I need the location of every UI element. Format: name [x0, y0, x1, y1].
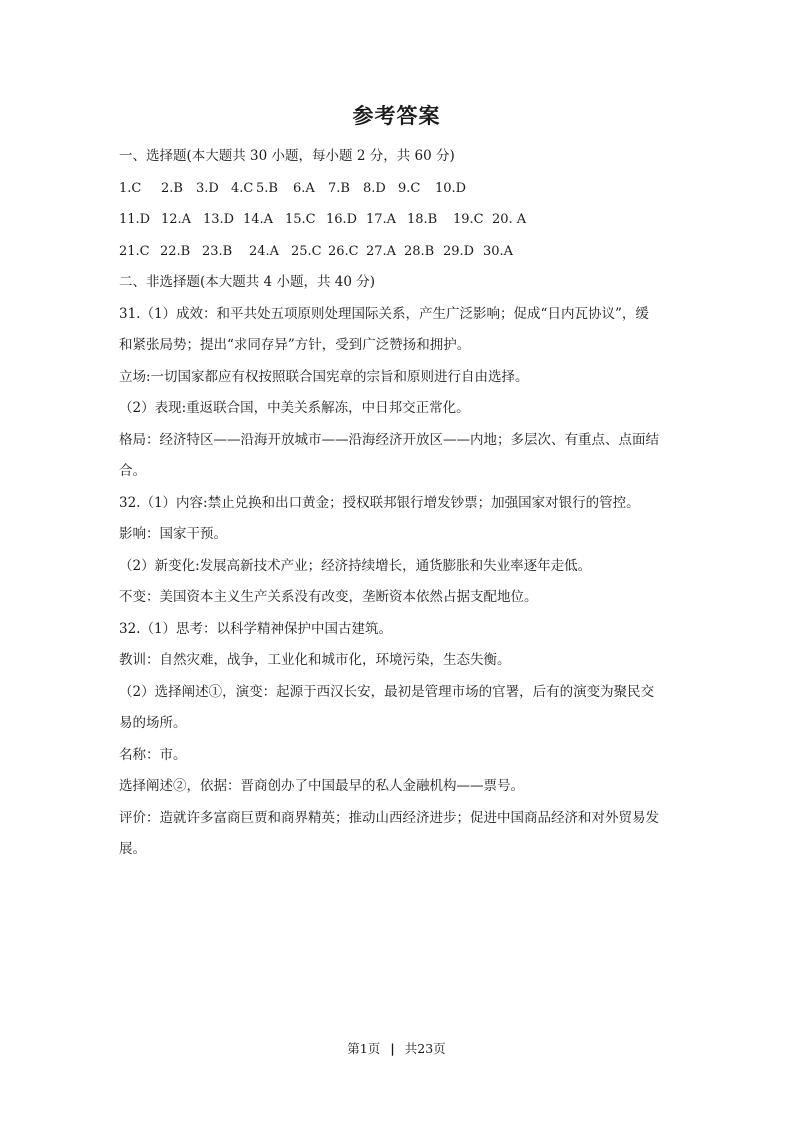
answer-text-line: （2）选择阐述①，演变：起源于西汉长安，最初是管理市场的官署，后有的演变为聚民交	[119, 683, 655, 700]
answer-item: 5.B	[256, 180, 278, 196]
page-footer	[0, 1040, 793, 1058]
answer-item: 22.B	[160, 243, 191, 259]
page-total: 共23页	[404, 1041, 446, 1056]
answer-item: 16.D	[326, 212, 358, 227]
answer-text-line: 31.（1）成效：和平共处五项原则处理国际关系，产生广泛影响；促成“日内瓦协议”，缓	[119, 305, 649, 322]
answer-text-line: 不变：美国资本主义生产关系没有改变，垄断资本依然占据支配地位。	[119, 589, 538, 605]
answer-item: 29.D	[443, 243, 475, 259]
answer-text-line: 名称：市。	[119, 746, 187, 763]
answer-text-line: 格局：经济特区——沿海开放城市——沿海经济开放区——内地；多层次、有重点、点面结	[119, 431, 659, 448]
answer-text-line: 32.（1）内容:禁止兑换和出口黄金；授权联邦银行增发钞票；加强国家对银行的管控。	[119, 494, 640, 511]
answer-item: 10.D	[435, 180, 467, 196]
answer-content	[119, 141, 679, 866]
section-heading-nonchoice: 二、非选择题(本大题共 4 小题，共 40 分)	[119, 274, 375, 290]
answer-item: 27.A	[366, 243, 397, 259]
answer-item: 9.C	[398, 180, 421, 196]
answer-text-line: 影响：国家干预。	[119, 526, 227, 542]
answer-item: 23.B	[202, 243, 233, 259]
answer-item: 25.C	[291, 243, 322, 259]
answer-item: 7.B	[328, 180, 350, 196]
answer-item: 19.C	[453, 212, 484, 227]
answer-text-line: 评价：造就许多富商巨贾和商界精英；推动山西经济进步；促进中国商品经济和对外贸易发	[119, 809, 659, 826]
answer-item: 6.A	[293, 180, 315, 196]
answer-item: 18.B	[407, 212, 438, 227]
page-title: 参考答案	[352, 104, 441, 128]
answer-item: 11.D	[119, 212, 151, 227]
answer-text-line: 选择阐述②，依据：晋商创办了中国最早的私人金融机构——票号。	[119, 778, 524, 794]
answer-item: 2.B	[161, 180, 183, 196]
answer-text-line: 易的场所。	[119, 715, 187, 731]
footer-separator: |	[390, 1041, 395, 1056]
section-heading-choice: 一、选择题(本大题共 30 小题，每小题 2 分，共 60 分)	[119, 148, 455, 164]
answer-text-line: 和紧张局势；提出“求同存异”方针，受到广泛赞扬和拥护。	[119, 337, 471, 353]
answer-row-1	[119, 173, 679, 205]
answer-item: 14.A	[243, 212, 274, 227]
answer-text-line: 教训：自然灾难，战争，工业化和城市化，环境污染，生态失衡。	[119, 652, 511, 668]
answer-item: 3.D	[196, 180, 219, 196]
answer-item: 28.B	[404, 243, 435, 259]
answer-text-line: 32.（1）思考：以科学精神保护中国古建筑。	[119, 620, 393, 637]
answer-item: 24.A	[249, 243, 280, 259]
answer-item: 21.C	[119, 243, 150, 259]
answer-item: 8.D	[363, 180, 386, 196]
answer-text-line: 立场:一切国家都应有权按照联合国宪章的宗旨和原则进行自由选择。	[119, 368, 529, 385]
answer-text-line: 展。	[119, 841, 146, 857]
answer-text-line: （2）新变化:发展高新技术产业；经济持续增长，通货膨胀和失业率逐年走低。	[119, 557, 592, 574]
answer-text-line: 合。	[119, 463, 146, 479]
answer-text-line: （2）表现:重返联合国，中美关系解冻，中日邦交正常化。	[119, 400, 470, 416]
answer-item: 17.A	[366, 212, 397, 227]
answer-item: 30.A	[483, 243, 514, 259]
answer-item: 13.D	[203, 212, 235, 227]
answer-item: 20. A	[492, 212, 527, 227]
answer-row-2	[119, 204, 679, 236]
answer-row-3	[119, 236, 679, 268]
answer-item: 15.C	[285, 212, 316, 227]
page-number: 第1页	[347, 1041, 381, 1056]
answer-item: 12.A	[161, 212, 192, 227]
answer-item: 26.C	[328, 243, 359, 259]
answer-item: 1.C	[119, 180, 142, 196]
answer-item: 4.C	[231, 180, 254, 196]
